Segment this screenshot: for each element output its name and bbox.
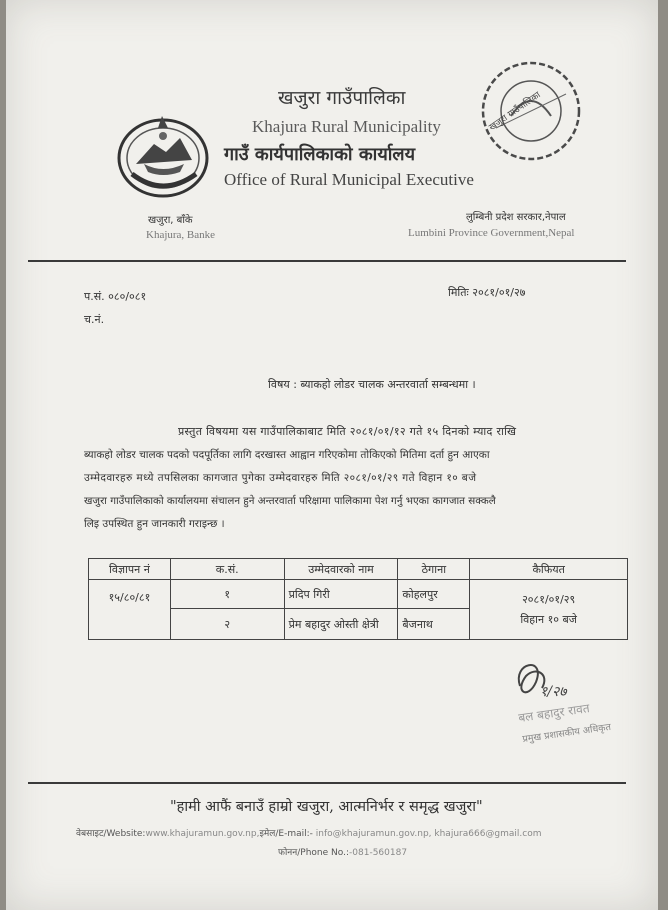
candidate-table: [88, 558, 628, 640]
col-header-address: ठेगाना: [398, 559, 470, 580]
body-line: खजुरा गाउँपालिकाको कार्यालयमा संचालन हुने अन्तरवार्ता परिक्षामा पालिकामा पेश गर्नु भएका कागजात सक्कलै: [84, 495, 496, 507]
office-stamp-icon: [476, 56, 586, 166]
right-address-np: लुम्बिनी प्रदेश सरकार,नेपाल: [466, 212, 566, 223]
table-row: [89, 580, 628, 609]
office-en: Office of Rural Municipal Executive: [224, 170, 474, 189]
ad-number-cell: १५/८०/८१: [89, 580, 171, 640]
address-cell: बैजनाथ: [398, 609, 470, 640]
body-line: ब्याकहो लोडर चालक पदको पदपूर्तिका लागि दरखास्त आह्वान गरिएकोमा तोकिएको मितिमा दर्ता हुन आएका: [84, 449, 490, 461]
website-label: वेबसाइट/Website:: [76, 829, 146, 839]
signatory-title: प्रमुख प्रशासकीय अधिकृत: [521, 721, 612, 746]
signature-date-note: १/२७: [540, 684, 567, 700]
letter-date: मितिः २०८१/०१/२७: [448, 286, 526, 299]
email-label: इमेल/E-mail:-: [259, 829, 313, 839]
footer-phone-line: [278, 845, 407, 858]
col-header-remarks: कैफियत: [470, 559, 628, 580]
body-line: उम्मेदवारहरु मध्ये तपसिलका कागजात पुगेका उम्मेदवारहरु मिति २०८१/०१/२९ गते विहान १० बजे: [84, 472, 477, 484]
right-address-en: Lumbini Province Government,Nepal: [408, 227, 575, 239]
col-header-name: उम्मेदवारको नाम: [284, 559, 398, 580]
title-en: Khajura Rural Municipality: [252, 117, 441, 136]
sn-cell: २: [170, 609, 284, 640]
table-header-row: [89, 559, 628, 580]
dispatch-number: च.नं.: [84, 313, 105, 326]
left-address-np: खजुरा, बाँके: [148, 215, 193, 226]
letter-ref-number: प.सं. ०८०/०८१: [84, 290, 147, 303]
address-cell: कोहलपुर: [398, 580, 470, 609]
stamp-text: खजुरा गाउँपालिका: [487, 90, 543, 134]
col-header-ad-no: विज्ञापन नं: [89, 559, 171, 580]
signatory-name: बल बहादुर रावत: [517, 701, 591, 725]
footer-contact-line: [76, 826, 542, 839]
sn-cell: १: [170, 580, 284, 609]
name-cell: प्रेम बहादुर ओस्ती क्षेत्री: [284, 609, 398, 640]
footer-divider: [28, 782, 626, 784]
nepal-emblem-icon: [114, 108, 212, 200]
remark-time: विहान १० बजे: [520, 613, 577, 626]
header-divider: [28, 260, 626, 262]
footer-slogan: "हामी आफैं बनाउँ हाम्रो खजुरा, आत्मनिर्भर र समृद्ध खजुरा": [170, 799, 483, 815]
email-links[interactable]: info@khajuramun.gov.np, khajura666@gmail.com: [315, 829, 542, 839]
title-np: खजुरा गाउँपालिका: [278, 87, 406, 109]
office-np: गाउँ कार्यपालिकाको कार्यालय: [224, 144, 416, 165]
remarks-cell: [470, 580, 628, 640]
phone-number: -081-560187: [349, 848, 408, 858]
col-header-sn: क.सं.: [170, 559, 284, 580]
phone-label: फोनन/Phone No.:: [278, 848, 350, 858]
remark-date: २०८१/०१/२९: [522, 593, 576, 606]
name-cell: प्रदिप गिरी: [284, 580, 398, 609]
left-address-en: Khajura, Banke: [146, 229, 216, 241]
body-line: लिइ उपस्थित हुन जानकारी गराइन्छ ।: [84, 518, 225, 530]
letter-page: [6, 0, 658, 910]
subject-line: विषय : ब्याकहो लोडर चालक अन्तरवार्ता सम्बन्धमा ।: [268, 378, 476, 391]
body-line: प्रस्तुत विषयमा यस गाउँपालिकाबाट मिति २०८१/०१/१२ गते १५ दिनको म्याद राखि: [178, 425, 517, 438]
website-link[interactable]: www.khajuramun.gov.np,: [145, 829, 260, 839]
